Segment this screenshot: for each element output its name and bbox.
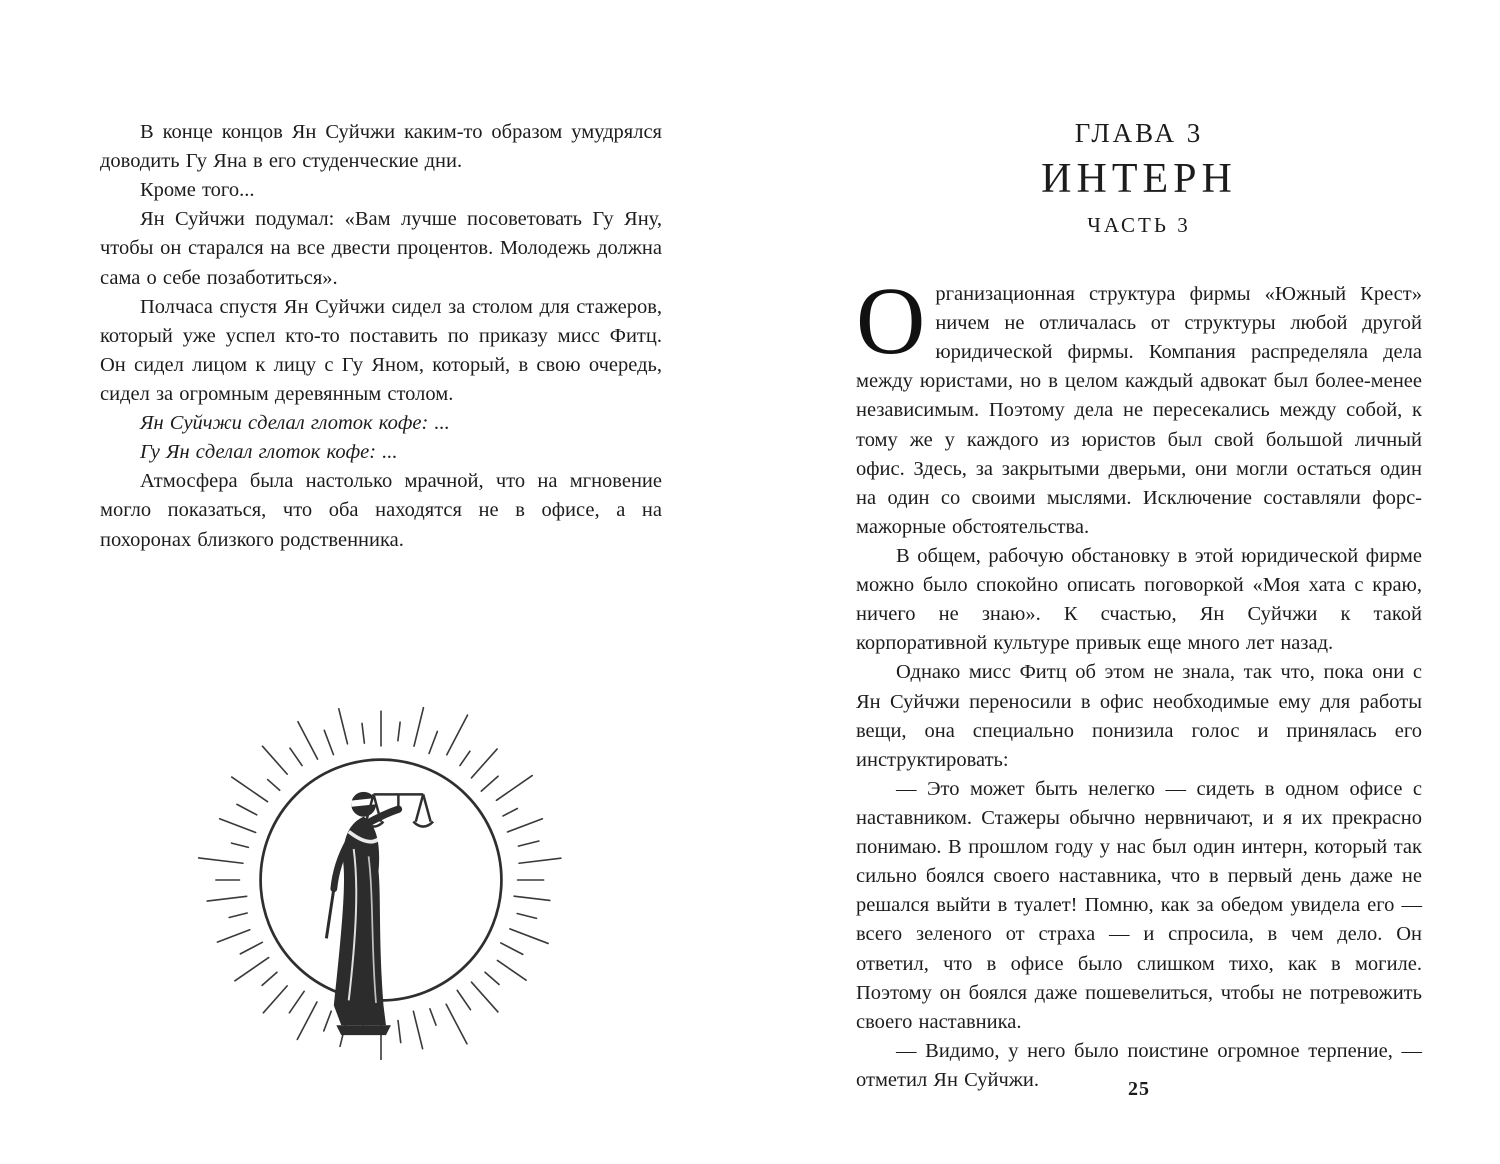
lady-justice-illustration (100, 700, 662, 1065)
lady-justice-figure (326, 792, 433, 1035)
right-page-text-block (856, 267, 1422, 1095)
chapter-heading (856, 118, 1422, 238)
paragraph: Атмосфера была настолько мрачной, что на мгновение могло показаться, что оба находятся не в офисе, а на похоронах близкого родственника. (100, 470, 662, 551)
chapter-label: ГЛАВА 3 (1074, 118, 1204, 148)
paragraph: В общем, рабочую обстановку в этой юридической фирме можно было спокойно описать поговоркой «Моя хата с краю, ничего не знаю». К счастью, Ян Суйчжи к такой корпоративной культуре привык еще много лет назад. (856, 544, 1422, 655)
part-label: ЧАСТЬ 3 (1087, 213, 1191, 237)
dropcap-letter: О (856, 267, 926, 374)
page-number: 25 (1128, 1078, 1150, 1100)
paragraph: — Это может быть нелегко — сидеть в одном офисе с наставником. Стажеры обычно нервничают, и я их прекрасно понимаю. В прошлом году у нас был один интерн, который так сильно боялся своего наставника, что в первый день даже не решался выйти в туалет! Помню, как за обедом увидела его — всего зеленого от страха — и спросила, в чем дело. Он ответил, что в офисе было слишком тихо, как в могиле. Поэтому он боялся даже пошевелиться, чтобы не потревожить своего наставника. (856, 777, 1422, 1033)
chapter-title: ИНТЕРН (1041, 156, 1237, 202)
paragraph: В конце концов Ян Суйчжи каким-то образом умудрялся доводить Гу Яна в его студенческие дни. (100, 121, 662, 173)
left-page (100, 118, 662, 555)
paragraph-italic: Гу Ян сделал глоток кофе: ... (140, 441, 398, 464)
right-page (856, 118, 1422, 1095)
paragraph: Ян Суйчжи подумал: «Вам лучше посоветовать Гу Яну, чтобы он старался на все двести процентов. Молодежь должна сама о себе позаботиться». (100, 208, 662, 289)
paragraph: Кроме того... (140, 179, 255, 202)
paragraph-with-dropcap (856, 267, 1422, 542)
paragraph: Полчаса спустя Ян Суйчжи сидел за столом для стажеров, который уже успел кто-то поставить по приказу мисс Фитц. Он сидел лицом к лицу с Гу Яном, который, в свою очередь, сидел за огромным деревянным столом. (100, 295, 662, 405)
paragraph-italic: Ян Суйчжи сделал глоток кофе: ... (140, 412, 450, 435)
paragraph-text: рганизационная структура фирмы «Южный Крест» ничем не отличалась от структуры любой другой юридической фирмы. Компания распределяла дела между юристами, но в целом каждый адвокат был более-менее независимым. Поэтому дела не пересекались между собой, к тому же у каждого из юристов был свой большой личный офис. Здесь, за закрытыми дверьми, они могли остаться один на один со своими мыслями. Исключение составляли форс-мажорные обстоятельства. (856, 283, 1422, 538)
paragraph: Однако мисс Фитц об этом не знала, так что, пока они с Ян Суйчжи переносили в офис необходимые ему для работы вещи, она специально понизила голос и принялась его инструктировать: (856, 661, 1422, 771)
paragraph: — Видимо, у него было поистине огромное терпение, — отметил Ян Суйчжи. (856, 1039, 1422, 1091)
left-page-text-block (100, 118, 662, 555)
